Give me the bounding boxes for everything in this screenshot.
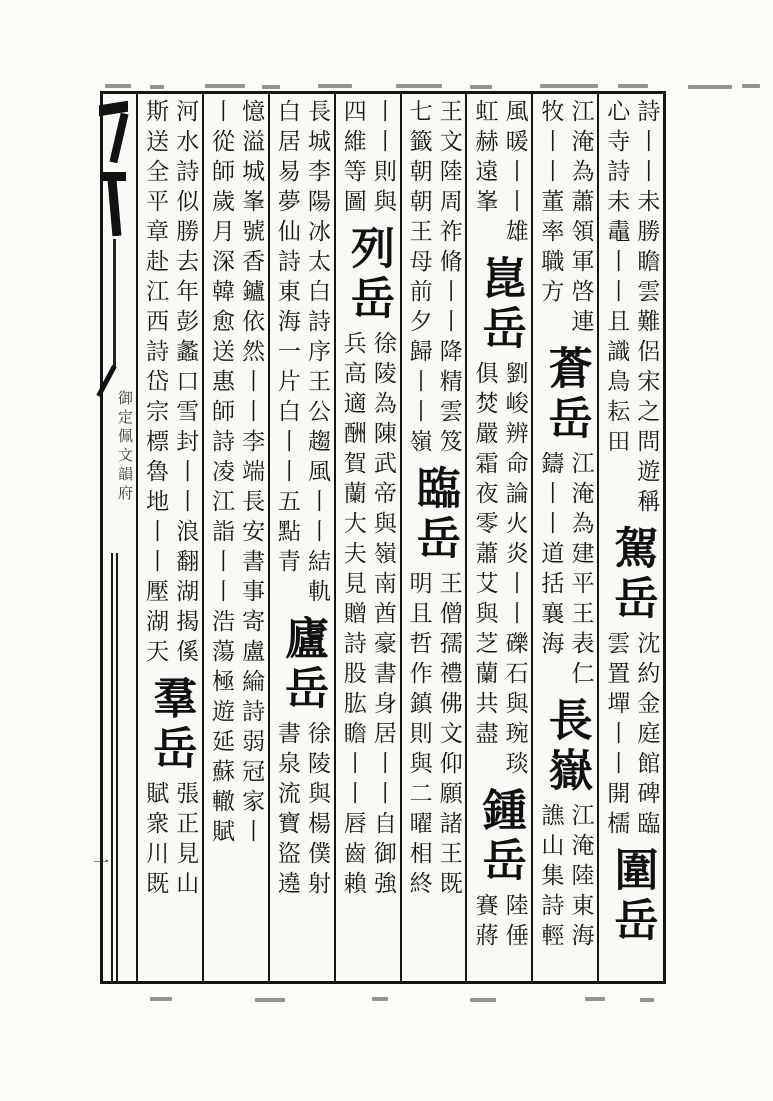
annotation-line-left: 賽蔣	[472, 893, 498, 953]
headword: 蒼岳	[541, 345, 591, 445]
headword: 臨岳	[409, 465, 459, 565]
annotation-pair	[204, 99, 268, 849]
annotation-line-right: 丨丨則與	[370, 99, 396, 219]
annotation-pair	[467, 361, 531, 781]
annotation-line-right: 徐陵與楊僕射	[304, 721, 330, 901]
annotation-line-right: 陸倕	[502, 893, 528, 953]
annotation-pair	[138, 781, 202, 901]
spine-title: 御定佩文韻府	[116, 390, 132, 504]
annotation-pair	[533, 803, 597, 953]
annotation-line-right: 憶溢城峯號香鑪依然丨丨李端長安書事寄盧綸詩弱冠家丨	[239, 99, 265, 849]
scan-noise	[742, 84, 760, 88]
annotation-line-right: 河水詩似勝去年彭蠡口雪封丨丨浪翻湖揭傒	[173, 99, 199, 669]
annotation-line-left: 白居易夢仙詩東海一片白丨丨五點青	[274, 99, 300, 579]
annotation-pair	[336, 99, 400, 219]
annotation-line-right: 劉峻辨命論火炎丨丨礫石與琬琰	[502, 361, 528, 781]
scan-noise	[372, 997, 388, 1001]
annotation-line-right: 江淹為蕭領軍啓連	[568, 99, 594, 339]
annotation-pair	[270, 99, 334, 609]
annotation-pair	[336, 331, 400, 901]
page-frame	[100, 91, 666, 984]
annotation-pair	[402, 571, 466, 901]
scan-noise	[470, 85, 492, 89]
annotation-pair	[402, 99, 466, 459]
scan-noise	[255, 998, 285, 1002]
annotation-pair	[138, 99, 202, 669]
headword: 列岳	[344, 225, 393, 325]
headword: 羣岳	[146, 675, 196, 775]
margin-tick: 一	[93, 855, 110, 872]
text-column-2	[531, 94, 597, 981]
annotation-pair	[599, 99, 663, 519]
text-column-8	[138, 94, 202, 981]
annotation-line-right: 江淹陸東海	[568, 803, 594, 953]
text-column-6	[268, 94, 334, 981]
annotation-pair	[467, 893, 531, 953]
scan-noise	[585, 997, 605, 1001]
headword: 長嶽	[541, 697, 591, 797]
text-column-4	[400, 94, 466, 981]
scan-noise	[470, 998, 496, 1002]
scan-noise	[205, 84, 245, 88]
annotation-line-left: 牧丨丨董率職方	[538, 99, 564, 309]
headword: 鍾岳	[475, 787, 525, 887]
annotation-line-left: 譙山集詩輕	[538, 803, 564, 953]
scan-noise	[318, 84, 352, 88]
text-column-3	[465, 94, 531, 981]
annotation-pair	[533, 99, 597, 339]
annotation-line-right: 詩丨丨未勝瞻雲難侶宋之問遊稱	[634, 99, 660, 519]
annotation-line-left: 鑄丨丨道括襄海	[538, 451, 564, 661]
scan-noise	[150, 85, 164, 89]
annotation-line-right: 張正見山	[173, 781, 199, 901]
annotation-line-left: 心寺詩未鼃丨丨且識鳥耘田	[604, 99, 630, 459]
annotation-line-left: 斯送全平章赴江西詩岱宗標魯地丨丨壓湖天	[143, 99, 169, 669]
scan-noise	[540, 84, 598, 88]
annotation-pair	[533, 451, 597, 691]
fold-line	[111, 553, 118, 983]
headword: 崑岳	[475, 255, 525, 355]
text-column-5	[334, 94, 400, 981]
annotation-line-right: 王僧孺禮佛文仰願諸王既	[436, 571, 462, 901]
annotation-line-left: 書泉流寶盜遶	[274, 721, 300, 901]
annotation-pair	[467, 99, 531, 249]
annotation-line-left: 俱焚嚴霜夜零蕭艾與芝蘭共盡	[472, 361, 498, 751]
headword: 駕岳	[607, 525, 657, 625]
annotation-pair	[599, 631, 663, 841]
annotation-line-right: 徐陵為陳武帝與嶺南酋豪書身居丨丨自御強	[370, 331, 396, 901]
scan-noise	[150, 997, 172, 1001]
annotation-line-right: 長城李陽冰太白詩序王公趨風丨丨結軌	[304, 99, 330, 609]
scan-noise	[396, 84, 442, 88]
margin-fragment	[113, 239, 116, 367]
scan-noise	[688, 85, 732, 89]
scan-noise	[618, 84, 648, 88]
annotation-line-left: 雲置墠丨丨開檽	[604, 631, 630, 841]
annotation-line-right: 風暖丨丨雄	[502, 99, 528, 249]
annotation-line-left: 明且哲作鎮則與二曜相終	[406, 571, 432, 901]
annotation-line-left: 虹赫遠峯	[472, 99, 498, 219]
annotation-line-left: 七籤朝朝王母前夕歸丨丨嶺	[406, 99, 432, 459]
scan-noise	[262, 85, 280, 89]
headword: 廬岳	[278, 615, 328, 715]
scan-noise	[640, 998, 654, 1002]
annotation-line-left: 丨從師歲月深韓愈送惠師詩凌江詣丨丨浩蕩極遊延蘇轍賦	[208, 99, 234, 849]
columns	[138, 94, 663, 981]
annotation-pair	[270, 721, 334, 901]
annotation-line-left: 兵高適酬賀蘭大夫見贈詩股肱瞻丨丨唇齒賴	[340, 331, 366, 901]
scan-noise	[105, 84, 131, 88]
text-column-7	[202, 94, 268, 981]
annotation-line-left: 賦衆川既	[143, 781, 169, 901]
annotation-line-right: 沈約金庭館碑臨	[634, 631, 660, 841]
annotation-line-right: 江淹為建平王表仁	[568, 451, 594, 691]
text-column-1	[597, 94, 663, 981]
headword: 圍岳	[607, 847, 657, 947]
annotation-line-right: 王文陸周祚脩丨丨降精雲笈	[436, 99, 462, 459]
annotation-line-left: 四維等圖	[340, 99, 366, 219]
